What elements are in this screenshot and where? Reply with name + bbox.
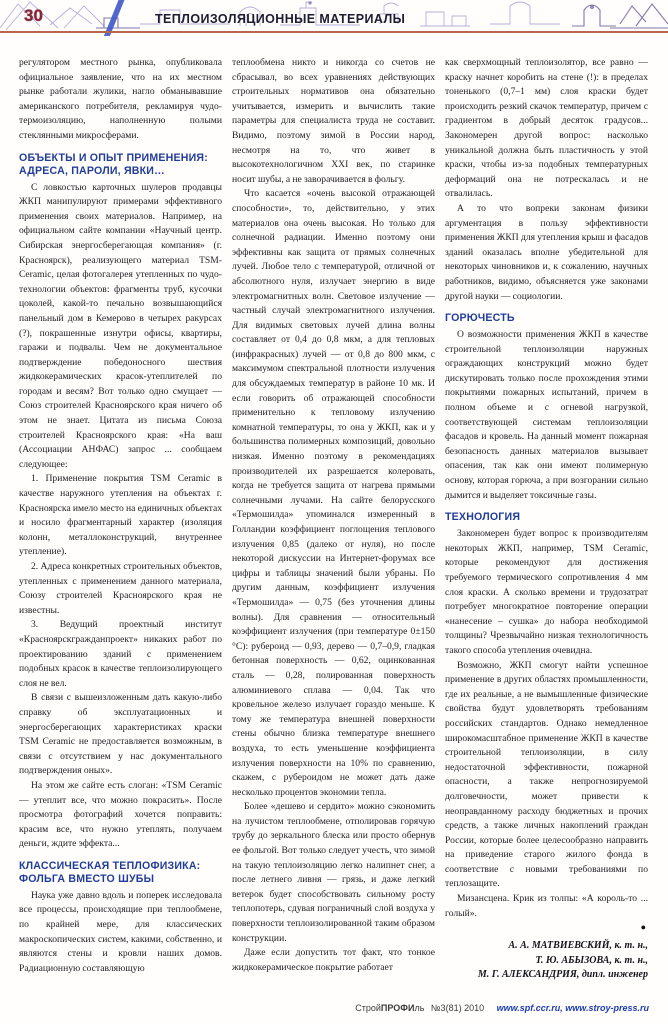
- paragraph: Даже если допустить тот факт, что тонкое жидкокерамическое покрытие работает: [232, 947, 435, 973]
- article-body: [19, 56, 649, 1008]
- magazine-urls-link[interactable]: www.spf.ccr.ru, www.stroy-press.ru: [496, 1003, 649, 1013]
- header-divider: [0, 31, 668, 33]
- page-footer: [355, 1003, 649, 1013]
- paragraph: регулятором местного рынка, опубликовала официальное заявление, что на их местном рынке работали жулики, нагло обманывавшие американского потребителя, рекламируя чудо-термоизоляцию, наполненную полыми стеклянными микросферами.: [19, 57, 222, 141]
- paragraph: Что касается «очень высокой отражающей способности», то, действительно, у этих материалов она очень высокая. Но только для солнечной радиации. Именно поэтому они эффективны как защита от прямых солнечных лучей. Любое тело с температурой, отличной от абсолютного нуля, излучает энергию в виде электромагнитных волн. Световое излучение — частный случай электромагнитного излучения. Для видимых световых лучей длина волны составляет от 0,4 до 0,8 мкм, а для тепловых (инфракрасных) лучей — от 0,8 до 800 мкм, с максимумом спектральной плотности излучения для обсуждаемых температур в районе 10 мк. И если говорить об отражающей способности применительно к тепловому излучению комнатной температуры, то она у ЖКП, как и у большинства полимерных композиций, довольно низкая. Именно поэтому в рекомендациях производителей их разрешается колеровать, когда не требуется защита от нагрева прямыми солнечными лучами. На сайте белорусского «Термошилда» упоминался измеренный в Голландии коэффициент поглощения теплового излучения 0,85 (далеко от нуля), но после некоторой дискуссии на Интернет-форумах все цифры и таблицы значений были убраны. По другим данным, коэффициент излучения «Термошилда» — 0,75 (без уточнения длины волны). Для сравнения — относительный коэффициент излучения (при температуре 0±150 °С): рубероид — 0,93, дерево — 0,7–0,9, гладкая бетонная поверхность — 0,62, оцинкованная сталь — 0,28, полированная поверхность алюминиевого сплава — 0,04. Так что кровельное железо излучает гораздо меньше. К тому же температура внешней поверхности стены обычно близка температуре внешнего воздуха, то есть уменьшение коэффициента излучения поверхности на 10% по сравнению, скажем, с рубероидом не может дать даже несколько процентов экономии тепла.: [232, 188, 435, 798]
- heading-objects-and-experience: ОБЪЕКТЫ И ОПЫТ ПРИМЕНЕНИЯ: АДРЕСА, ПАРОЛИ, ЯВКИ…: [19, 151, 208, 177]
- closing-line: Мизансцена. Крик из толпы: «А король-то ... голый».: [445, 893, 648, 919]
- paragraph: С ловкостью карточных шулеров продавцы ЖКП манипулируют примерами эффективного применения своих материалов. Например, на официальном сайте компании «Научный центр. Сибирская энергосберегающая компания» (г. Красноярск), реализующего материал TSM-Ceramic, целая фотогалерея утепленных по чудо-технологии объектов: фрагменты труб, кусочки цоколей, какой-то печально возвышающийся панельный дом в Кемерово в четырех ракурсах (?), покрашенные изнутри офисы, квартиры, гаражи и подвалы. Чем не документальное подтверждение победоносного шествия жидкокерамических красок-утеплителей по городам и весям? Вот только одно смущает — Союз строителей Красноярского края ничего об этом не знает. Цитата из письма Союза строителей Красноярского края: «На ваш (Ассоциации АНФАС) запрос ... сообщаем следующее:: [19, 181, 222, 470]
- column-1: [19, 56, 222, 1008]
- authors-block: [445, 939, 648, 983]
- paragraph: О возможности применения ЖКП в качестве строительной теплоизоляции наружных ограждающих конструкций можно будет дискутировать только после прохождения этими покрытиями пожарных испытаний, причем в полном объеме и с огневой нагрузкой, соответствующей системам теплоизоляции фасадов и кровель. На данный момент пожарная безопасность данных материалов вызывает опасения, так как они имеют полимерную основу, которая горюча, а при возгорании сильно дымится и выделяет токсичные газы.: [445, 329, 648, 501]
- column-3: [445, 56, 648, 1008]
- paragraph: как сверхмощный теплоизолятор, все равно — краску начнет коробить на стене (!): в пределах тоненького (0,7–1 мм) слоя краски будет происходить резкий скачок температур, причем с градиентом в добрый десяток градусов... Закономерен другой вопрос: насколько уникальной должна быть пластичность у этой краски, чтобы из-за подобных температурных деформаций она не потрескалась и не отвалилась.: [445, 57, 648, 200]
- author-name: М. Г. АЛЕКСАНДРИЯ, дипл. инженер: [477, 969, 648, 981]
- article-end-mark: ●: [640, 922, 646, 933]
- paragraph: В связи с вышеизложенным дать какую-либо справку об эксплуатационных и энергосберегающих характеристиках краски TSM Ceramic не предоставляется возможным, в связи с отсутствием у нас документального подтверждения оных».: [19, 692, 222, 777]
- heading-technology: ТЕХНОЛОГИЯ: [445, 511, 521, 524]
- magazine-name-part: ль: [414, 1003, 425, 1013]
- list-item-1: 1. Применение покрытия TSM Ceramic в качестве наружного утепления на объектах г. Красноярска имело место на единичных объектах и носило фрагментарный характер (изоляция колонн, металлоконструкций, внутреннее утепление).: [19, 473, 222, 558]
- magazine-name: [355, 1003, 424, 1013]
- magazine-name-part: Строй: [355, 1003, 381, 1013]
- paragraph: А то что вопреки законам физики аргументация в пользу эффективности применения ЖКП для утепления крыш и фасадов зданий оказалась вполне убедительной для некоторых чиновников и, к сожалению, научных работников, видимо, объясняется уже законами другой науки — социологии.: [445, 202, 648, 302]
- paragraph: Наука уже давно вдоль и поперек исследовала все процессы, происходящие при теплообмене, по крайней мере, для классических макроскопических систем, какими, собственно, и являются стены и кровли наших домов. Радиационную составляющую: [19, 889, 222, 974]
- list-item-3: 3. Ведущий проектный институт «Красноярскгражданпроект» никаких работ по проектированию зданий с применением подобных красок в качестве теплоизолирующего слоя не вел.: [19, 619, 222, 689]
- author-name: Т. Ю. АБЫЗОВА, к. т. н.,: [535, 954, 648, 966]
- list-item-2: 2. Адреса конкретных строительных объектов, утепленных с применением данного материала, Союзу строителей Красноярского края не известны.: [19, 561, 222, 616]
- section-title: ТЕПЛОИЗОЛЯЦИОННЫЕ МАТЕРИАЛЫ: [155, 12, 406, 26]
- magazine-name-bold: ПРОФИ: [380, 1003, 415, 1013]
- paragraph: Закономерен будет вопрос к производителям некоторых ЖКП, например, TSM Ceramic, которые рекомендуют для достижения требуемого термического сопротивления 4 мм слоя краски. А сколько времени и трудозатрат потребует многократное повторение операции «нанесение – сушка» до набора необходимой толщины? Чрезвычайно низкая технологичность такого способа утепления очевидна.: [445, 528, 648, 656]
- column-2: [232, 56, 435, 1008]
- paragraph: Возможно, ЖКП смогут найти успешное применение в других областях промышленности, где их реальные, а не вымышленные физические свойства будут удовлетворять требованиям российских стандартов. Однако немедленное широкомасштабное применение ЖКП в качестве строительной теплоизоляции, в силу недостаточной эффективности, пожарной опасности, а также непрогнозируемой долговечности, может привести к неоправданному расходу бюджетных и прочих средств, а также личных накоплений граждан России, которые более целесообразно направить на приведение старого жилого фонда в соответствие с новыми требованиями по теплозащите.: [445, 659, 648, 890]
- author-name: А. А. МАТВИЕВСКИЙ, к. т. н.,: [508, 940, 648, 952]
- page-header: [0, 0, 668, 34]
- heading-classic-thermophysics: КЛАССИЧЕСКАЯ ТЕПЛОФИЗИКА: ФОЛЬГА ВМЕСТО ШУБЫ: [19, 859, 201, 885]
- paragraph: теплообмена никто и никогда со счетов не сбрасывал, во всех уравнениях действующих строительных нормативов она обязательно учитывается, измерить и вычислить такие параметры для специалиста труда не составит. Видимо, поэтому зимой в России народ, несмотря на то, что живет в высокотехнологичном XXI век, по старинке носит шубы, а не заворачивается в фольгу.: [232, 57, 435, 185]
- paragraph: На этом же сайте есть слоган: «TSM Ceramic — утеплит все, что можно покрасить». После просмотра фотографий хочется поправить: красим все, что нужно утеплять, получаем деньги, ждите эффекта...: [19, 779, 222, 850]
- issue-number: №3(81) 2010: [430, 1003, 485, 1013]
- heading-flammability: ГОРЮЧЕСТЬ: [445, 312, 515, 325]
- paragraph: Более «дешево и сердито» можно сэкономить на лучистом теплообмене, отполировав горячую трубу до зеркального блеска или просто обернув ее фольгой. Вот только следует учесть, что зимой на такую теплоизоляцию легко налипнет снег, а после летнего ливня — грязь, и даже легкий ветерок будет способствовать сильному росту теплопотерь, сдувая пограничный слой воздуха у поверхности теплоизолированной таким образом конструкции.: [232, 801, 435, 944]
- page-number: 30: [24, 6, 43, 25]
